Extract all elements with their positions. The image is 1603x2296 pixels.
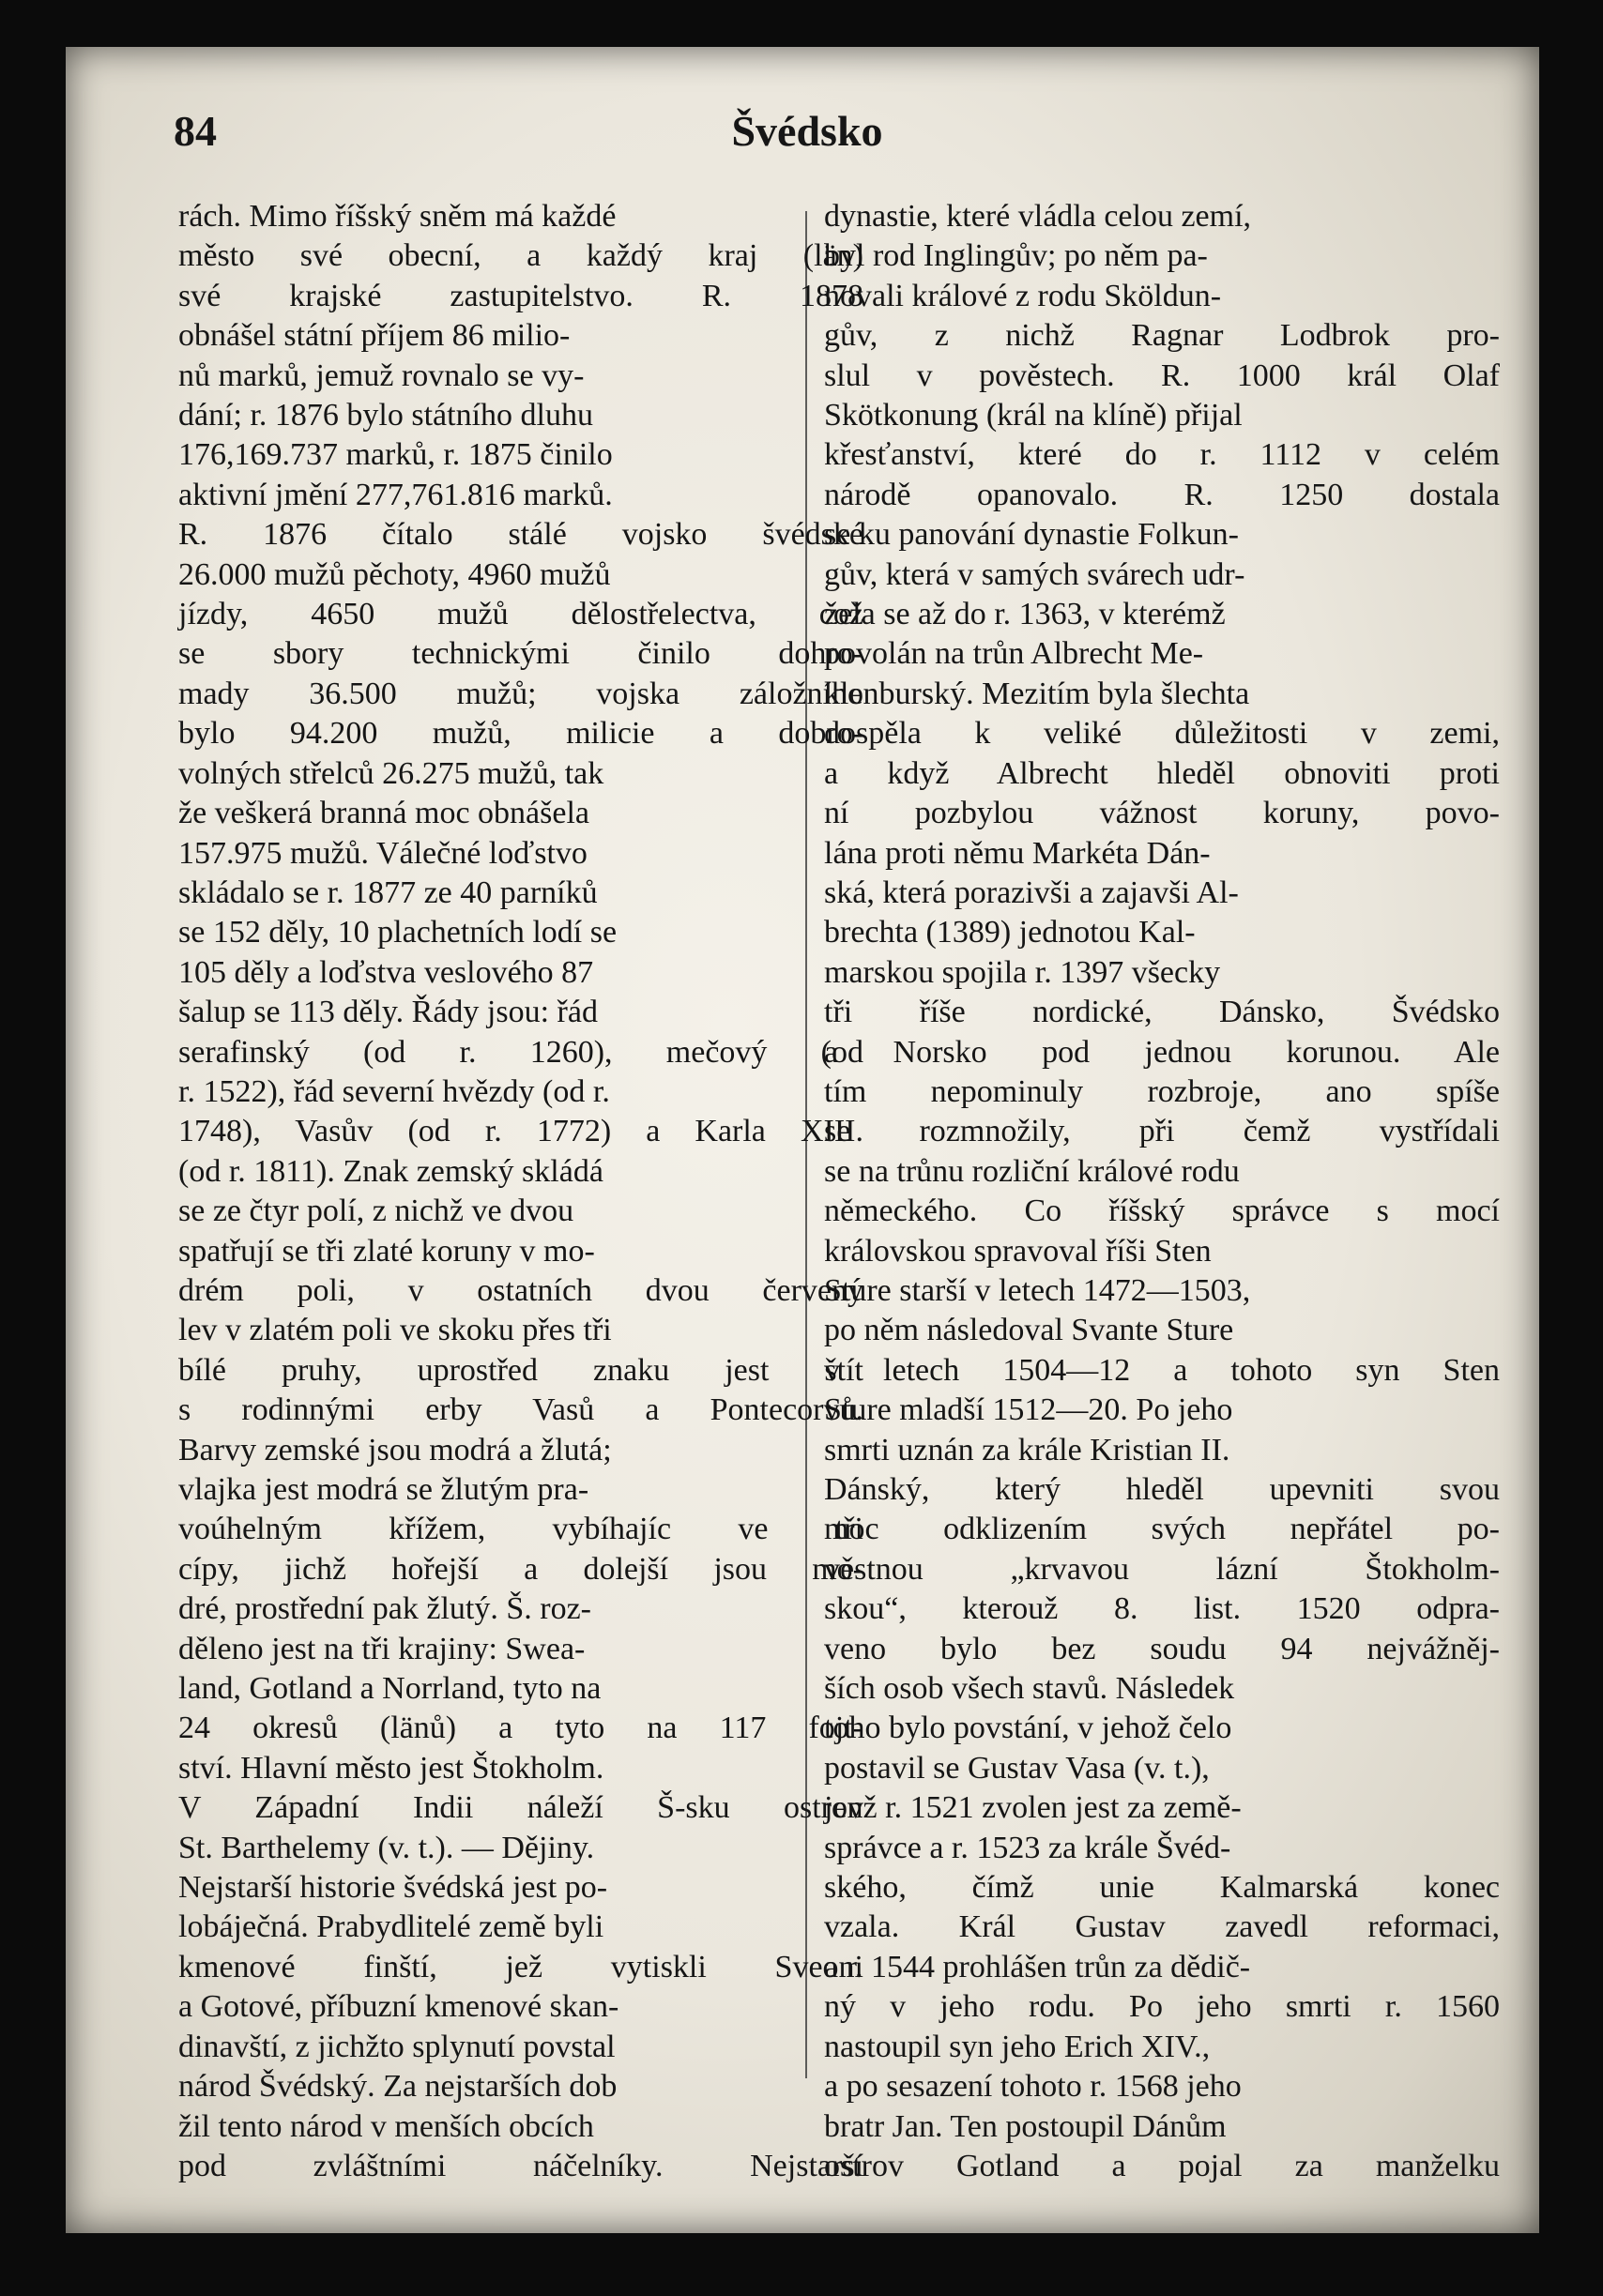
text-line: věstnou „krvavou lázní Štokholm- xyxy=(824,1551,1500,1587)
text-line: a r. 1544 prohlášen trůn za dědič- xyxy=(824,1949,1251,1984)
text-line: cípy, jichž hořejší a dolejší jsou mo- xyxy=(178,1551,863,1587)
book-page xyxy=(66,47,1539,2233)
text-line: ších osob všech stavů. Následek xyxy=(824,1671,1235,1707)
text-line: Dánský, který hleděl upevniti svou xyxy=(824,1472,1500,1507)
page-header xyxy=(174,106,1441,172)
text-line: se 152 děly, 10 plachetních lodí se xyxy=(178,915,618,950)
text-line: lev v zlatém poli ve skoku přes tři xyxy=(178,1313,612,1348)
text-line: bratr Jan. Ten postoupil Dánům xyxy=(824,2108,1227,2144)
text-line: se ku panování dynastie Folkun- xyxy=(824,517,1239,553)
text-line: královskou spravoval říši Sten xyxy=(824,1233,1212,1269)
text-line: tři říše nordické, Dánsko, Švédsko xyxy=(824,995,1500,1030)
text-line: se ze čtyr polí, z nichž ve dvou xyxy=(178,1194,574,1229)
text-line: lobáječná. Prabydlitelé země byli xyxy=(178,1909,604,1945)
text-line: po něm následoval Svante Sture xyxy=(824,1313,1234,1348)
text-line: rách. Mimo říšský sněm má každé xyxy=(178,199,617,234)
text-line: povolán na trůn Albrecht Me- xyxy=(824,636,1204,672)
text-line: brechta (1389) jednotou Kal- xyxy=(824,915,1196,950)
text-line: voúhelným křížem, vybíhajíc ve tři xyxy=(178,1512,863,1547)
text-line: gův, z nichž Ragnar Lodbrok pro- xyxy=(824,318,1500,354)
text-line: smrti uznán za krále Kristian II. xyxy=(824,1432,1230,1467)
text-line: volných střelců 26.275 mužů, tak xyxy=(178,755,604,791)
text-line: 24 okresů (länů) a tyto na 117 fojt- xyxy=(178,1711,863,1746)
text-line: lána proti němu Markéta Dán- xyxy=(824,835,1211,871)
text-line: 1748), Vasův (od r. 1772) a Karla XIII. xyxy=(178,1114,863,1149)
text-line: dré, prostřední pak žlutý. Š. roz- xyxy=(178,1591,591,1627)
text-line: národ Švédský. Za nejstarších dob xyxy=(178,2069,618,2105)
text-line: německého. Co říšský správce s mocí xyxy=(824,1194,1500,1229)
text-line: V Západní Indii náleží Š-sku ostrov xyxy=(178,1790,863,1826)
text-line: nastoupil syn jeho Erich XIV., xyxy=(824,2029,1211,2064)
text-line: ní pozbylou vážnost koruny, povo- xyxy=(824,796,1500,831)
text-line: byl rod Inglingův; po něm pa- xyxy=(824,238,1208,274)
text-line: město své obecní, a každý kraj (län) xyxy=(178,238,863,274)
text-line: ostrov Gotland a pojal za manželku xyxy=(824,2148,1500,2183)
text-line: 26.000 mužů pěchoty, 4960 mužů xyxy=(178,556,611,592)
text-line: se na trůnu rozliční králové rodu xyxy=(824,1153,1240,1189)
page-number: 84 xyxy=(174,107,217,155)
text-line: R. 1876 čítalo stálé vojsko švédské xyxy=(178,517,863,553)
text-line: bílé pruhy, uprostřed znaku jest štít xyxy=(178,1352,863,1388)
text-line: pod zvláštními náčelníky. Nejstarší xyxy=(178,2148,863,2183)
text-line: žela se až do r. 1363, v kterémž xyxy=(824,597,1226,632)
text-line: spatřují se tři zlaté koruny v mo- xyxy=(178,1233,595,1269)
text-line: se rozmnožily, při čemž vystřídali xyxy=(824,1114,1500,1149)
text-line: dynastie, které vládla celou zemí, xyxy=(824,199,1252,234)
text-line: 157.975 mužů. Válečné loďstvo xyxy=(178,835,588,871)
left-column xyxy=(178,197,863,2183)
text-line: své krajské zastupitelstvo. R. 1878 xyxy=(178,278,863,313)
text-line: Barvy zemské jsou modrá a žlutá; xyxy=(178,1432,612,1467)
text-line: vlajka jest modrá se žlutým pra- xyxy=(178,1472,589,1507)
text-line: serafinský (od r. 1260), mečový (od xyxy=(178,1034,863,1070)
text-line: land, Gotland a Norrland, tyto na xyxy=(178,1671,602,1707)
text-line: obnášel státní příjem 86 milio- xyxy=(178,318,571,354)
text-line: dání; r. 1876 bylo státního dluhu xyxy=(178,398,593,433)
text-line: novali králové z rodu Sköldun- xyxy=(824,278,1222,313)
text-line: gův, která v samých svárech udr- xyxy=(824,556,1245,592)
text-line: vzala. Král Gustav zavedl reformaci, xyxy=(824,1909,1500,1945)
text-line: v letech 1504—12 a tohoto syn Sten xyxy=(824,1352,1500,1388)
text-line: Sture mladší 1512—20. Po jeho xyxy=(824,1392,1233,1428)
text-line: toho bylo povstání, v jehož čelo xyxy=(824,1711,1232,1746)
text-line: drém poli, v ostatních dvou červený xyxy=(178,1272,863,1308)
text-line: jízdy, 4650 mužů dělostřelectva, což xyxy=(178,597,863,632)
text-line: postavil se Gustav Vasa (v. t.), xyxy=(824,1750,1210,1786)
text-line: klenburský. Mezitím byla šlechta xyxy=(824,676,1250,711)
text-line: a Gotové, příbuzní kmenové skan- xyxy=(178,1989,619,2025)
text-line: bylo 94.200 mužů, milicie a dobro- xyxy=(178,716,863,752)
text-line: ská, která porazivši a zajavši Al- xyxy=(824,874,1239,910)
text-line: křesťanství, které do r. 1112 v celém xyxy=(824,437,1500,473)
text-line: a Norsko pod jednou korunou. Ale xyxy=(824,1034,1500,1070)
text-line: skou“, kterouž 8. list. 1520 odpra- xyxy=(824,1591,1500,1627)
text-line: skládalo se r. 1877 ze 40 parníků xyxy=(178,874,598,910)
text-line: ského, čímž unie Kalmarská konec xyxy=(824,1870,1500,1906)
text-line: dospěla k veliké důležitosti v zemi, xyxy=(824,716,1500,752)
text-line: ný v jeho rodu. Po jeho smrti r. 1560 xyxy=(824,1989,1500,2025)
text-line: s rodinnými erby Vasů a Pontecorvů. xyxy=(178,1392,863,1428)
text-line: a když Albrecht hleděl obnoviti proti xyxy=(824,755,1500,791)
text-line: St. Barthelemy (v. t.). — Dějiny. xyxy=(178,1830,595,1865)
text-line: slul v pověstech. R. 1000 král Olaf xyxy=(824,357,1500,393)
text-line: nů marků, jemuž rovnalo se vy- xyxy=(178,357,585,393)
text-line: národě opanovalo. R. 1250 dostala xyxy=(824,477,1500,512)
text-line: jenž r. 1521 zvolen jest za země- xyxy=(824,1790,1242,1826)
text-line: šalup se 113 děly. Řády jsou: řád xyxy=(178,995,598,1030)
text-line: dinavští, z jichžto splynutí povstal xyxy=(178,2029,616,2064)
text-line: ství. Hlavní město jest Štokholm. xyxy=(178,1750,604,1786)
text-line: že veškerá branná moc obnášela xyxy=(178,796,589,831)
text-line: aktivní jmění 277,761.816 marků. xyxy=(178,477,613,512)
right-column xyxy=(824,197,1509,2183)
text-line: správce a r. 1523 za krále Švéd- xyxy=(824,1830,1231,1865)
text-line: děleno jest na tři krajiny: Swea- xyxy=(178,1631,586,1666)
text-line: 176,169.737 marků, r. 1875 činilo xyxy=(178,437,613,473)
text-line: mady 36.500 mužů; vojska záložního xyxy=(178,676,863,711)
text-line: Sture starší v letech 1472—1503, xyxy=(824,1272,1251,1308)
text-line: žil tento národ v menších obcích xyxy=(178,2108,594,2144)
running-head: Švédsko xyxy=(731,107,883,155)
text-line: veno bylo bez soudu 94 nejvážněj- xyxy=(824,1631,1500,1666)
text-line: (od r. 1811). Znak zemský skládá xyxy=(178,1153,603,1189)
text-line: Nejstarší historie švédská jest po- xyxy=(178,1870,608,1906)
text-line: tím nepominuly rozbroje, ano spíše xyxy=(824,1073,1500,1109)
text-line: kmenové finští, jež vytiskli Sveoni xyxy=(178,1949,863,1984)
text-line: a po sesazení tohoto r. 1568 jeho xyxy=(824,2069,1242,2105)
text-line: Skötkonung (král na klíně) přijal xyxy=(824,398,1243,433)
text-line: 105 děly a loďstva veslového 87 xyxy=(178,954,594,990)
text-line: moc odklizením svých nepřátel po- xyxy=(824,1512,1500,1547)
text-line: r. 1522), řád severní hvězdy (od r. xyxy=(178,1073,610,1109)
text-line: marskou spojila r. 1397 všecky xyxy=(824,954,1221,990)
text-line: se sbory technickými činilo dohro- xyxy=(178,636,863,672)
